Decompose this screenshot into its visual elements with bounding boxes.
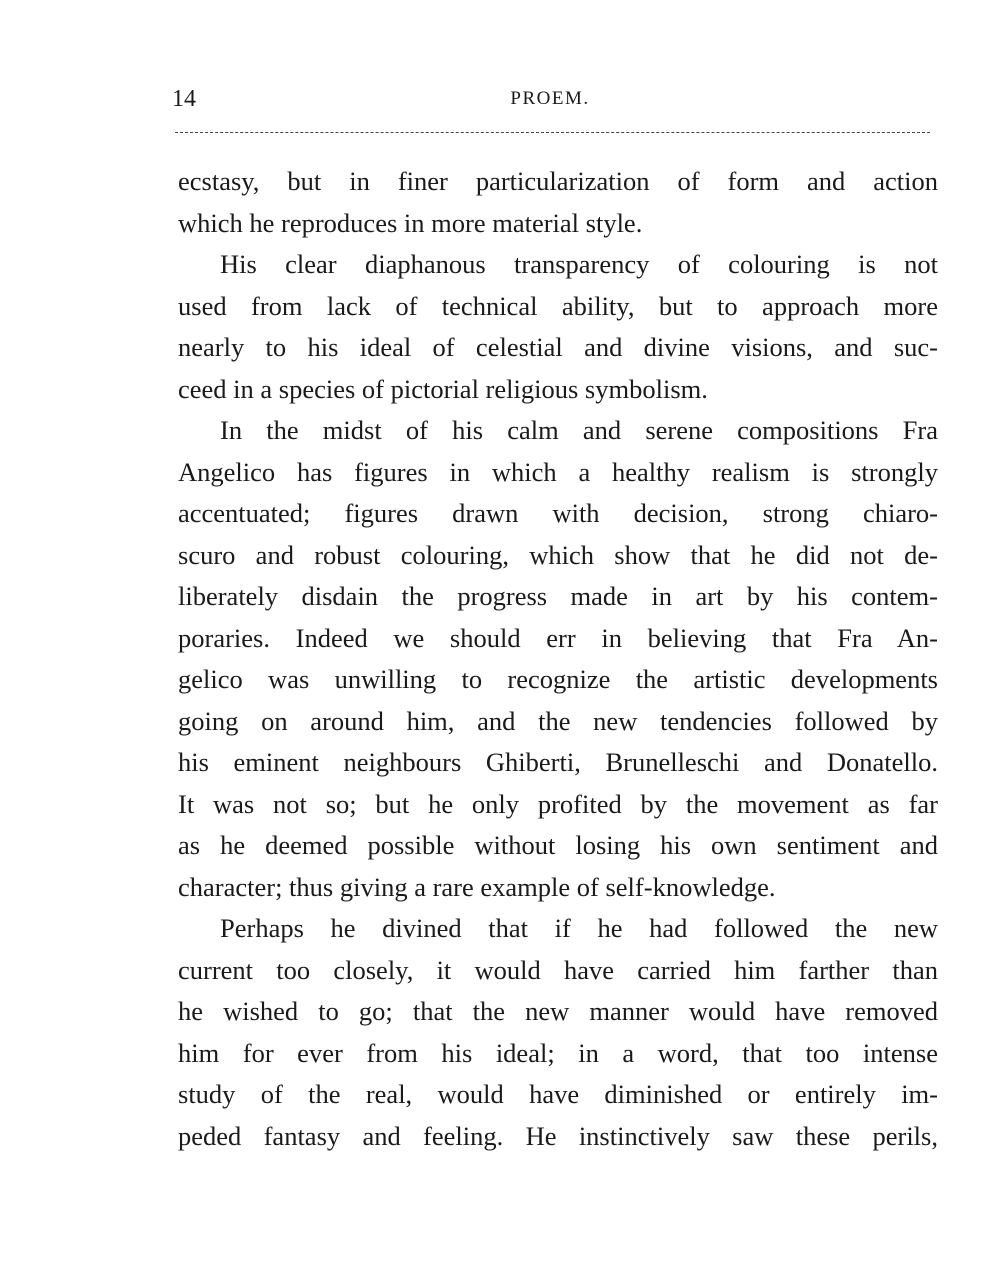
text-line: In the midst of his calm and serene compositions Fra [220, 415, 938, 445]
text-line: peded fantasy and feeling. He instinctively saw these perils, [178, 1120, 938, 1151]
text-line: ecstasy, but in finer particularization of form and action [178, 166, 938, 196]
text-line: Angelico has figures in which a healthy realism is strongly [178, 456, 938, 487]
text-line: liberately disdain the progress made in art by his contem- [178, 581, 938, 611]
text-line: as he deemed possible without losing his own sentiment and [178, 830, 938, 860]
text-line: used from lack of technical ability, but to approach more [178, 290, 938, 321]
page-number: 14 [172, 86, 196, 112]
text-line: ceed in a species of pictorial religious symbolism. [178, 373, 708, 404]
text-line: current too closely, it would have carried him farther than [178, 954, 938, 985]
text-line: his eminent neighbours Ghiberti, Brunelleschi and Donatello. [178, 747, 938, 777]
text-line: character; thus giving a rare example of self-knowledge. [178, 871, 776, 902]
text-line: accentuated; figures drawn with decision, strong chiaro- [178, 498, 938, 528]
text-line: study of the real, would have diminished or entirely im- [178, 1079, 938, 1109]
text-line: scuro and robust colouring, which show that he did not de- [178, 539, 938, 570]
running-head [0, 88, 1000, 110]
text-line: His clear diaphanous transparency of colouring is not [220, 249, 938, 279]
text-line: gelico was unwilling to recognize the artistic developments [178, 664, 938, 694]
text-line: poraries. Indeed we should err in believing that Fra An- [178, 622, 938, 653]
text-line: which he reproduces in more material style. [178, 207, 643, 238]
running-title: PROEM. [510, 88, 590, 109]
text-line: him for ever from his ideal; in a word, that too intense [178, 1037, 938, 1068]
text-line: nearly to his ideal of celestial and divine visions, and suc- [178, 332, 938, 362]
text-line: going on around him, and the new tendencies followed by [178, 705, 938, 736]
text-line: It was not so; but he only profited by the movement as far [178, 788, 938, 819]
text-line: Perhaps he divined that if he had followed the new [220, 913, 938, 943]
text-line: he wished to go; that the new manner would have removed [178, 996, 938, 1026]
header-rule [175, 132, 930, 133]
